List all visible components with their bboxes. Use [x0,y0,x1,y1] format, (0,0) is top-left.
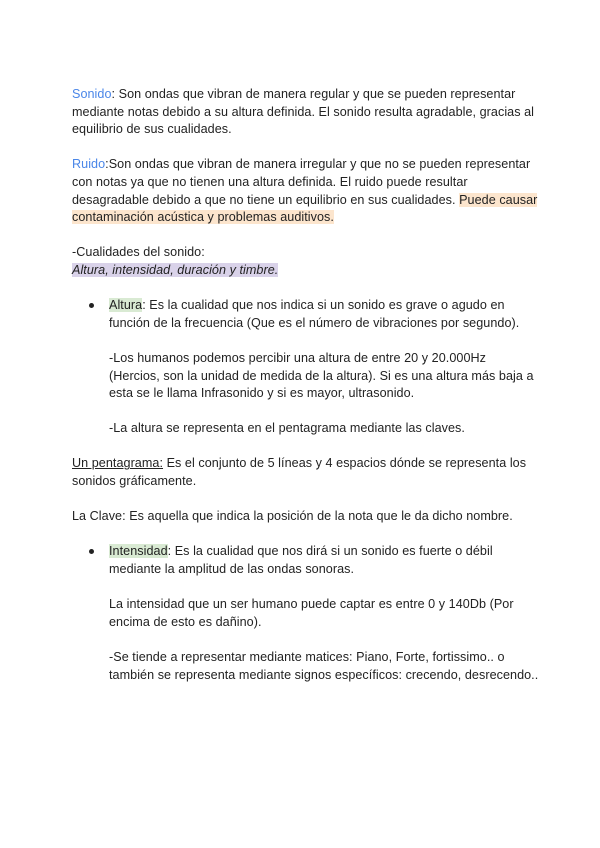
pentagrama-definition: Es el conjunto de 5 líneas y 4 espacios dónde se representa los sonidos gráficamente. [72,456,527,489]
pentagrama-paragraph [72,455,540,490]
intensidad-paragraph-2: La intensidad que un ser humano puede captar es entre 0 y 140Db (Por encima de esto es dañino). [109,597,514,629]
sonido-definition: : Son ondas que vibran de manera regular y que se pueden representar mediante notas debido a su altura definida. El sonido resulta agradable, gracias al equilibrio de sus cualidades. [72,87,535,137]
altura-term: Altura [109,298,143,313]
altura-paragraph-2: -Los humanos podemos percibir una altura de entre 20 y 20.000Hz (Hercios, son la unidad de medida de la altura). Si es una altura más baja a esta se le llama Infrasonido y si es mayor, ultrasonido. [109,350,534,401]
bullet-dot-icon [89,303,94,308]
altura-bullet-list [72,297,540,332]
altura-bullet [72,297,540,332]
sonido-term: Sonido [72,87,112,101]
sonido-paragraph [72,86,540,139]
intensidad-term: Intensidad [109,544,168,559]
ruido-highlight: Puede causar contaminación acústica y problemas auditivos. [72,192,538,225]
pentagrama-term: Un pentagrama: [72,456,164,471]
cualidades-list: Altura, intensidad, duración y timbre. [72,262,279,277]
ruido-paragraph [72,156,540,226]
intensidad-bullet-list [72,543,540,578]
intensidad-bullet [72,543,540,578]
cualidades-list-line [72,262,540,280]
altura-paragraph-3: -La altura se representa en el pentagrama mediante las claves. [109,421,465,436]
bullet-dot-icon [89,549,94,554]
ruido-definition: :Son ondas que vibran de manera irregular y que no se pueden representar con notas ya que no tienen una altura definida. El ruido puede resultar desagradable debido a que no tiene un equilibrio en sus cualidades. [72,157,531,207]
intensidad-paragraph-3: -Se tiende a representar mediante matices: Piano, Forte, fortissimo.. o también se representa mediante signos específicos: crecendo, desrecendo.. [109,650,539,682]
clave-paragraph: La Clave: Es aquella que indica la posición de la nota que le da dicho nombre. [72,509,513,524]
altura-definition: : Es la cualidad que nos indica si un sonido es grave o agudo en función de la frecuencia (Que es el número de vibraciones por segundo). [109,298,520,330]
intensidad-definition: : Es la cualidad que nos dirá si un sonido es fuerte o débil mediante la amplitud de las ondas sonoras. [109,544,493,577]
ruido-term: Ruido [72,157,106,172]
cualidades-heading: -Cualidades del sonido: [72,245,205,260]
